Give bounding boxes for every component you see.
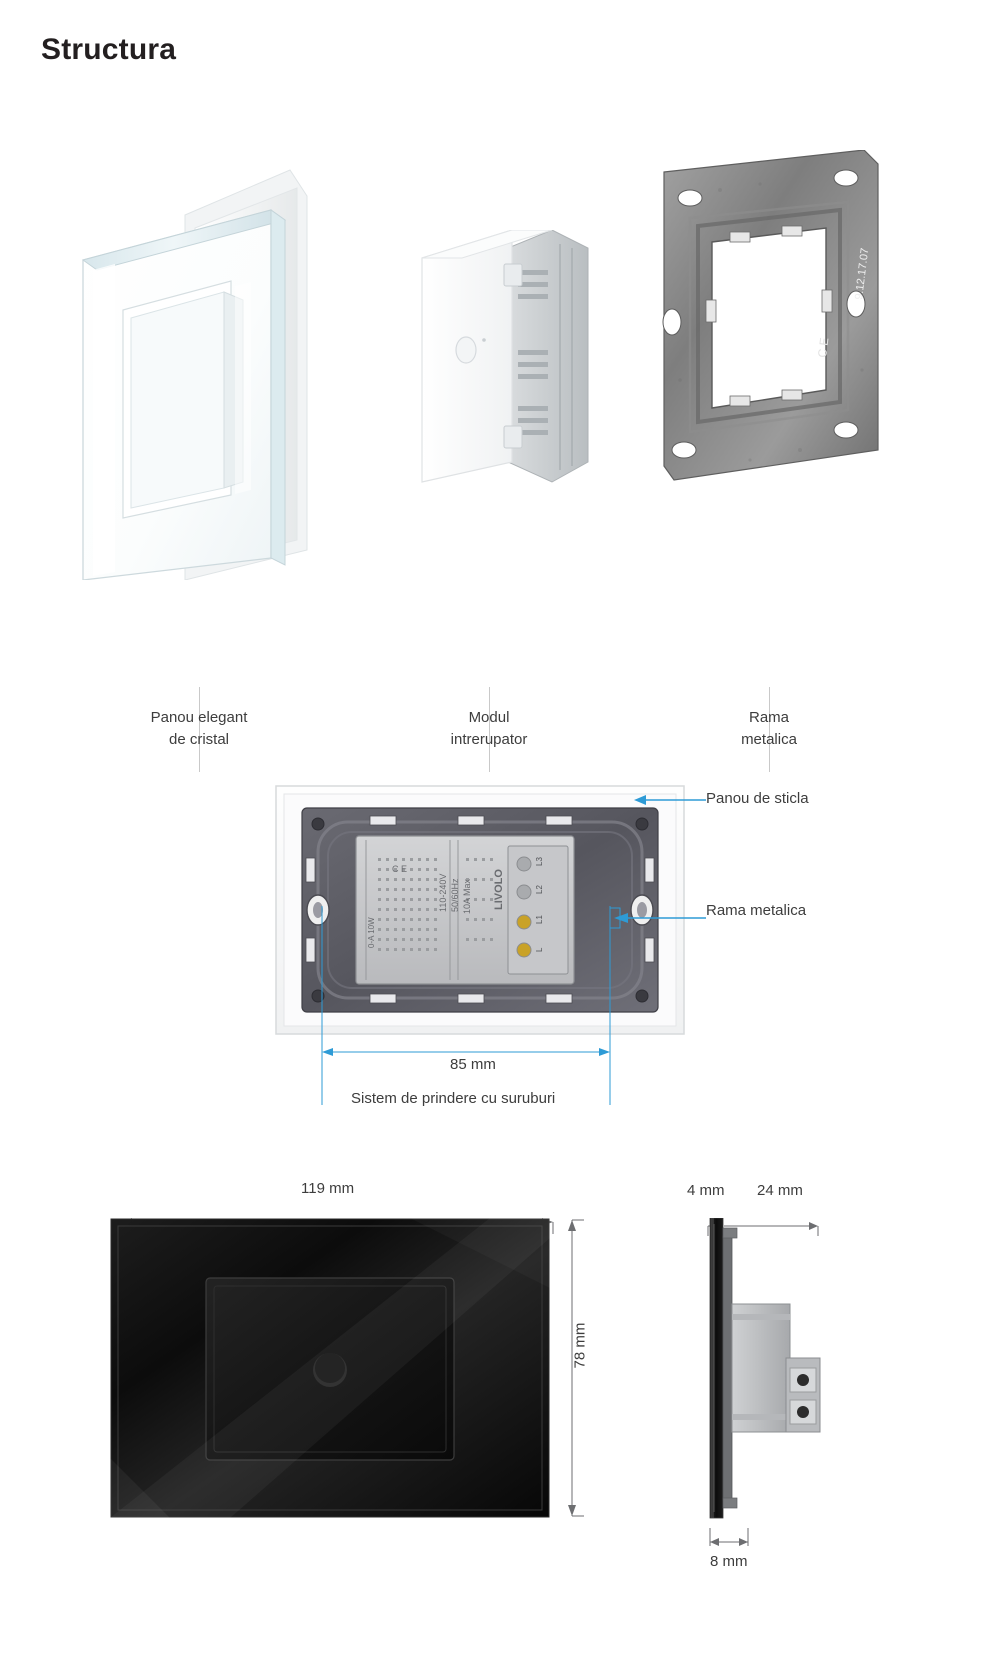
screw-note-label: Sistem de prindere cu suruburi [351, 1090, 556, 1107]
exploded-parts-section [0, 100, 1000, 760]
glass-panel-illustration [75, 110, 335, 580]
metal-frame-callout-label: Rama metalica [706, 902, 807, 919]
glass-panel-caption [79, 707, 319, 751]
svg-text:C E: C E [815, 336, 832, 359]
rear-view-section [0, 770, 1000, 1160]
metal-frame-caption [649, 707, 889, 751]
front-panel-illustration [110, 1218, 550, 1518]
svg-text:110-240V: 110-240V [438, 873, 448, 912]
glass-panel-callout-label: Panou de sticla [706, 790, 809, 807]
svg-text:L: L [535, 947, 544, 952]
side-glass-thickness-label: 4 mm [687, 1182, 725, 1199]
svg-text:0-A 10W: 0-A 10W [367, 917, 376, 948]
metal-frame-caption-line2: metalica [741, 731, 797, 748]
screw-spacing-label: 85 mm [450, 1056, 496, 1073]
front-width-label: 119 mm [301, 1180, 355, 1197]
svg-text:C E: C E [392, 864, 408, 874]
svg-text:50/60Hz: 50/60Hz [450, 878, 460, 912]
switch-module-caption-line2: intrerupator [450, 731, 528, 748]
frame-serial-text: 9.12.17.07 [853, 247, 872, 301]
front-height-label: 78 mm [571, 1322, 589, 1369]
switch-module-caption [369, 707, 609, 751]
side-frame-depth-label: 24 mm [757, 1182, 803, 1199]
dimensions-section [0, 1150, 1000, 1666]
svg-text:10A Max: 10A Max [462, 878, 472, 914]
svg-text:L3: L3 [535, 857, 544, 866]
svg-text:L2: L2 [535, 885, 544, 894]
svg-text:LIVOLO: LIVOLO [493, 869, 505, 910]
side-bottom-label: 8 mm [710, 1553, 748, 1570]
page-title: Structura [41, 33, 177, 66]
side-view-illustration [690, 1218, 850, 1528]
switch-module-caption-line1: Modul [468, 709, 510, 726]
metal-frame-illustration [650, 150, 900, 500]
glass-panel-caption-line2: de cristal [168, 731, 230, 748]
front-height-label-wrap [560, 1322, 600, 1369]
metal-frame-caption-line1: Rama [748, 709, 789, 726]
glass-panel-caption-line1: Panou elegant [150, 709, 248, 726]
svg-text:L1: L1 [535, 915, 544, 924]
glass-panel-callout-arrow [630, 780, 710, 820]
switch-module-illustration [400, 230, 620, 510]
